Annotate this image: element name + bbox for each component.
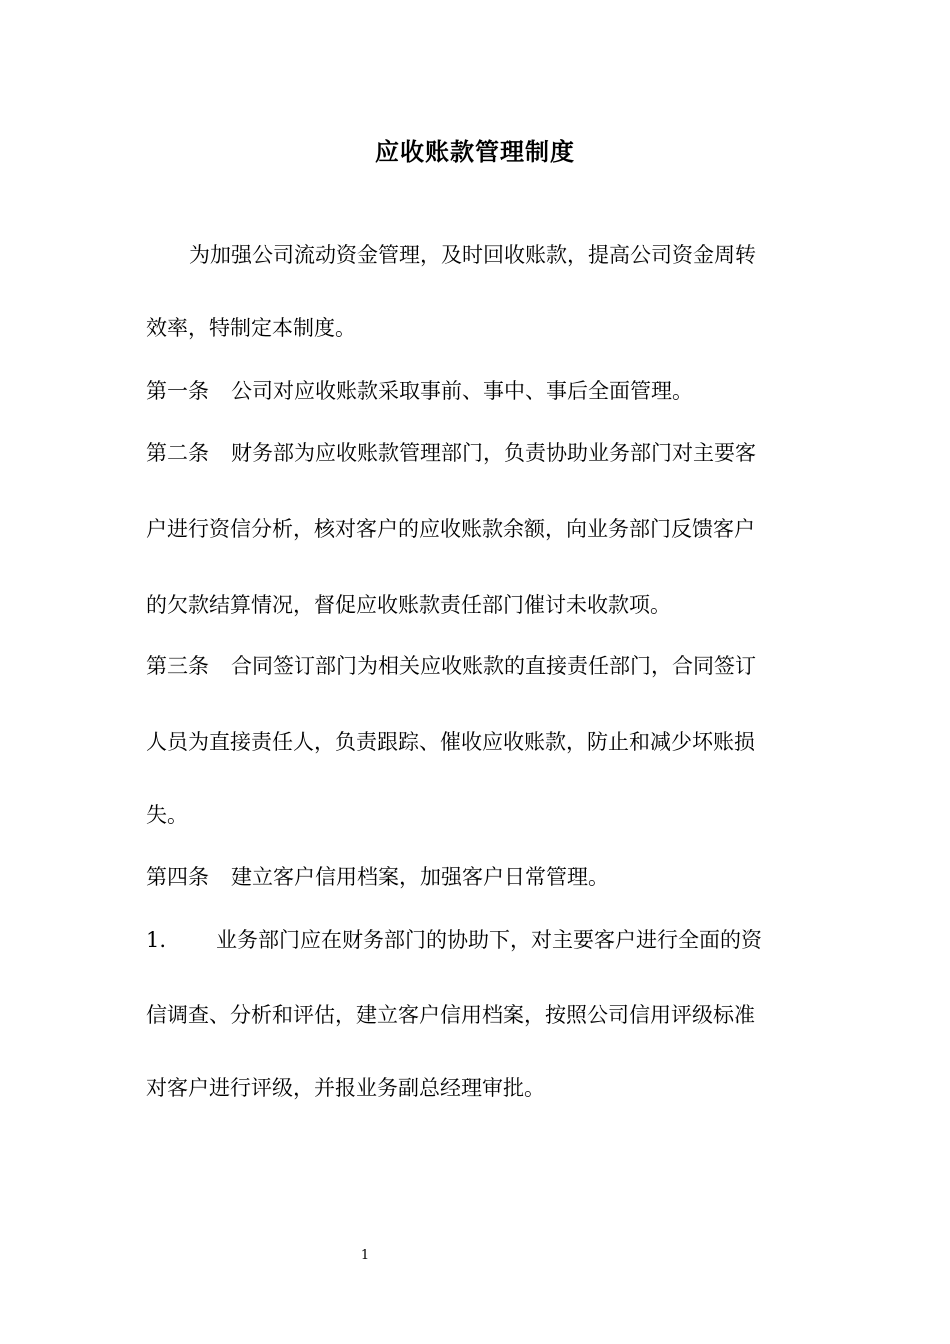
article-3-label: 第三条: [146, 654, 209, 678]
article-2-text-1: 财务部为应收账款管理部门，负责协助业务部门对主要客: [231, 441, 756, 465]
item-1-number: 1.: [146, 928, 167, 952]
article-3-line-1: [146, 651, 806, 681]
item-1-line-2: 信调查、分析和评估，建立客户信用档案，按照公司信用评级标准: [146, 1003, 755, 1027]
article-3-line-3: 失。: [146, 803, 188, 827]
document-title: 应收账款管理制度: [375, 137, 575, 166]
article-4-label: 第四条: [146, 865, 209, 889]
page-number: 1: [360, 1248, 370, 1263]
article-3-text-1: 合同签订部门为相关应收账款的直接责任部门，合同签订: [231, 654, 756, 678]
article-2-line-2: 户进行资信分析，核对客户的应收账款余额，向业务部门反馈客户: [146, 517, 755, 541]
article-1-text: 公司对应收账款采取事前、事中、事后全面管理。: [231, 379, 693, 403]
item-1-text-1: 业务部门应在财务部门的协助下，对主要客户进行全面的资: [216, 928, 763, 952]
article-4-text: 建立客户信用档案，加强客户日常管理。: [231, 865, 609, 889]
article-2-line-1: [146, 438, 806, 468]
article-1: [146, 376, 806, 406]
article-3-line-2: 人员为直接责任人，负责跟踪、催收应收账款，防止和减少坏账损: [146, 730, 755, 754]
intro-line-1: 为加强公司流动资金管理，及时回收账款，提高公司资金周转: [189, 243, 756, 267]
article-1-label: 第一条: [146, 379, 209, 403]
item-1-line-3: 对客户进行评级，并报业务副总经理审批。: [146, 1076, 545, 1100]
article-2-label: 第二条: [146, 441, 209, 465]
item-1-line-1: [146, 925, 806, 955]
article-2-line-3: 的欠款结算情况，督促应收账款责任部门催讨未收款项。: [146, 593, 671, 617]
intro-line-2: 效率，特制定本制度。: [146, 316, 356, 340]
article-4: [146, 862, 806, 892]
